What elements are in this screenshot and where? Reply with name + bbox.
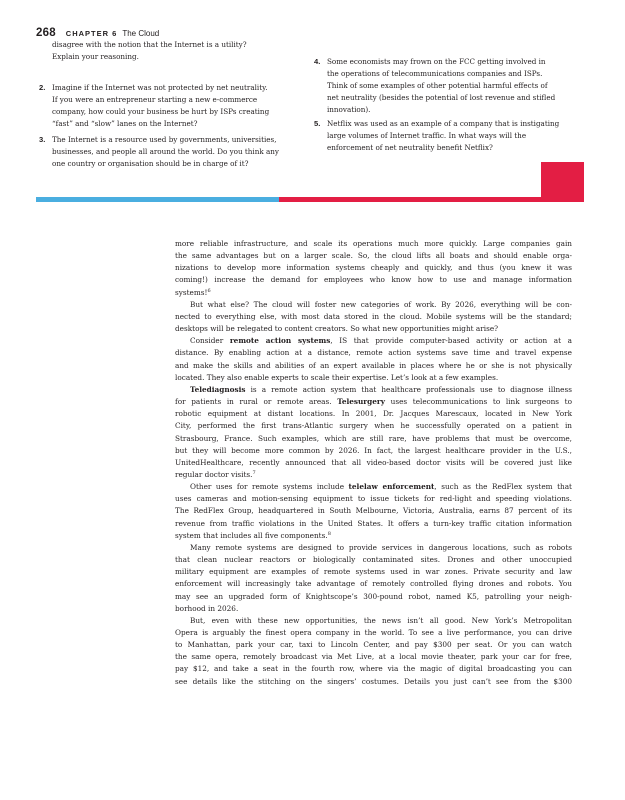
body-line: located. They also enable experts to scale their expertise. Let’s look at a few examples.: [175, 372, 499, 382]
question-line: Netflix was used as an example of a company that is instigating: [327, 119, 560, 128]
body-line: The RedFlex Group, headquartered in South Melbourne, Victoria, Australia, earns 87 percent of its: [175, 506, 572, 516]
question-1-continued: [52, 39, 292, 63]
body-text: [175, 238, 572, 688]
body-text-run: regular doctor visits.: [175, 469, 253, 479]
body-line: nected to everything else, with most data stored in the cloud. Mobile systems will be the standard;: [175, 311, 572, 321]
body-text-run: systems!: [175, 287, 208, 297]
body-line: that clean nuclear reactors or biologically contaminated sites. Drones and other unoccupied: [175, 555, 572, 565]
question-2: [39, 82, 292, 130]
footnote-ref: 8: [327, 530, 331, 537]
body-line: [175, 481, 572, 493]
key-term: remote action systems: [229, 336, 331, 346]
question-line: businesses, and people all around the world. Do you think any: [52, 147, 279, 157]
body-line: uses cameras and motion-sensing equipment to issue tickets for red-light and speeding violations.: [175, 494, 572, 504]
body-line: But what else? The cloud will foster new categories of work. By 2026, everything will be con-: [190, 299, 572, 309]
body-line: [175, 396, 572, 408]
body-line: City, performed the first trans-Atlantic surgery when he successfully operated on a patient in: [175, 421, 572, 431]
chapter-label: CHAPTER 6: [65, 29, 118, 38]
page-number: 268: [36, 27, 56, 39]
question-line: innovation).: [327, 105, 371, 115]
body-line: but they will become more common by 2026. In fact, the largest healthcare provider in the U.S.,: [175, 445, 572, 455]
body-text-run: , IS that provide computer-based activity or action at a: [330, 336, 572, 346]
body-line: distance. By enabling action at a distance, remote action systems save time and travel expense: [175, 348, 572, 358]
question-line: Think of some examples of other potential harmful effects of: [327, 81, 548, 91]
question-line: the operations of telecommunications companies and ISPs.: [327, 69, 543, 79]
question-number: 5.: [314, 119, 321, 128]
question-number: 4.: [314, 57, 321, 66]
body-line: [175, 335, 572, 347]
decorative-red-block: [541, 162, 584, 199]
body-line: Strasbourg, France. Such examples, which are still rare, have problems that must be overcome,: [175, 433, 572, 443]
footnote-ref: 7: [252, 469, 256, 476]
body-line: and make the skills and abilities of an expert available in places where he or she is not physically: [175, 360, 572, 370]
body-line: Many remote systems are designed to provide services in dangerous locations, such as robots: [190, 542, 572, 552]
question-5: [314, 118, 577, 154]
body-line: may see an upgraded form of Knightscope’s 300-pound robot, named K5, patrolling your neigh-: [175, 591, 572, 601]
body-line: the same advantages but on a larger scale. So, the cloud lifts all boats and should enable orga-: [175, 251, 572, 261]
body-line: military equipment are examples of remote systems used in war zones. Private security and law: [175, 567, 572, 577]
body-line: UnitedHealthcare, recently announced that all video-based doctor visits will be covered just like: [175, 457, 572, 467]
body-line: [175, 469, 572, 481]
body-text-run: Consider: [190, 336, 230, 346]
question-number: 3.: [39, 135, 46, 144]
body-line: pay $12, and take a seat in the fourth row, where via the magic of digital broadcasting you can: [175, 664, 572, 674]
question-line: Imagine if the Internet was not protected by net neutrality.: [52, 83, 268, 92]
body-text-run: , such as the RedFlex system that: [434, 482, 572, 492]
question-line: “fast” and “slow” lanes on the Internet?: [52, 119, 198, 129]
key-term: telelaw enforcement: [348, 482, 435, 492]
question-line: If you were an entrepreneur starting a new e-commerce: [52, 95, 258, 105]
question-line: enforcement of net neutrality benefit Netflix?: [327, 143, 493, 153]
body-line: Opera is arguably the finest opera company in the world. To see a live performance, you can drive: [175, 628, 572, 637]
key-term: Telesurgery: [337, 397, 385, 407]
body-text-run: Other uses for remote systems include: [190, 482, 349, 492]
body-text-run: for patients in rural or remote areas.: [175, 397, 338, 407]
key-term: Telediagnosis: [190, 384, 246, 394]
question-line: disagree with the notion that the Internet is a utility?: [52, 40, 247, 49]
body-text-run: is a remote action system that healthcare professionals use to diagnose illness: [245, 384, 572, 394]
question-line: large volumes of Internet traffic. In what ways will the: [327, 131, 527, 141]
question-line: one country or organisation should be in charge of it?: [52, 159, 249, 169]
question-line: net neutrality (besides the potential of lost revenue and stifled: [327, 93, 556, 103]
body-line: robotic equipment at distant locations. In 2001, Dr. Jacques Marescaux, located in New York: [175, 409, 572, 419]
body-text-run: system that includes all five components.: [175, 530, 328, 540]
body-text-run: uses telecommunications to link surgeons to: [384, 397, 572, 407]
question-line: company, how could your business be hurt by ISPs creating: [52, 107, 270, 117]
question-line: Some economists may frown on the FCC getting involved in: [327, 57, 546, 66]
body-line: borhood in 2026.: [175, 603, 239, 613]
question-number: 2.: [39, 83, 46, 92]
question-4: [314, 56, 577, 116]
footnote-ref: 6: [207, 287, 211, 294]
body-line: [175, 530, 572, 542]
body-line: to Manhattan, park your car, taxi to Lincoln Center, and pay $300 per seat. Or you can watch: [175, 640, 572, 650]
body-line: more reliable infrastructure, and scale its operations much more quickly. Large companies gain: [175, 239, 572, 248]
body-line: nizations to develop more information systems cheaply and quickly, and thus (you knew it was: [175, 263, 572, 273]
body-line: desktops will be relegated to content creators. So what new opportunities might arise?: [175, 324, 499, 334]
decorative-red-rule: [279, 197, 584, 202]
question-line: The Internet is a resource used by governments, universities,: [52, 135, 277, 144]
body-line: see details like the stitching on the singers’ costumes. Details you just can’t see from the $300: [175, 676, 572, 686]
body-line: the same opera, remotely broadcast via Met Live, at a local movie theater, park your car for free,: [175, 652, 572, 662]
body-line: [175, 384, 572, 396]
decorative-blue-rule: [36, 197, 279, 202]
chapter-title: The Cloud: [122, 29, 160, 38]
body-line: enforcement will increasingly take advantage of remotely controlled flying drones and robots. You: [175, 579, 572, 589]
body-line: But, even with these new opportunities, the news isn’t all good. New York’s Metropolitan: [190, 615, 572, 625]
body-line: revenue from traffic violations in the United States. It offers a turn-key traffic citation information: [175, 518, 572, 528]
question-line: Explain your reasoning.: [52, 52, 139, 62]
body-line: coming!) increase the demand for employees who know how to use and manage information: [175, 275, 572, 285]
question-3: [39, 134, 292, 170]
body-line: [175, 287, 572, 299]
